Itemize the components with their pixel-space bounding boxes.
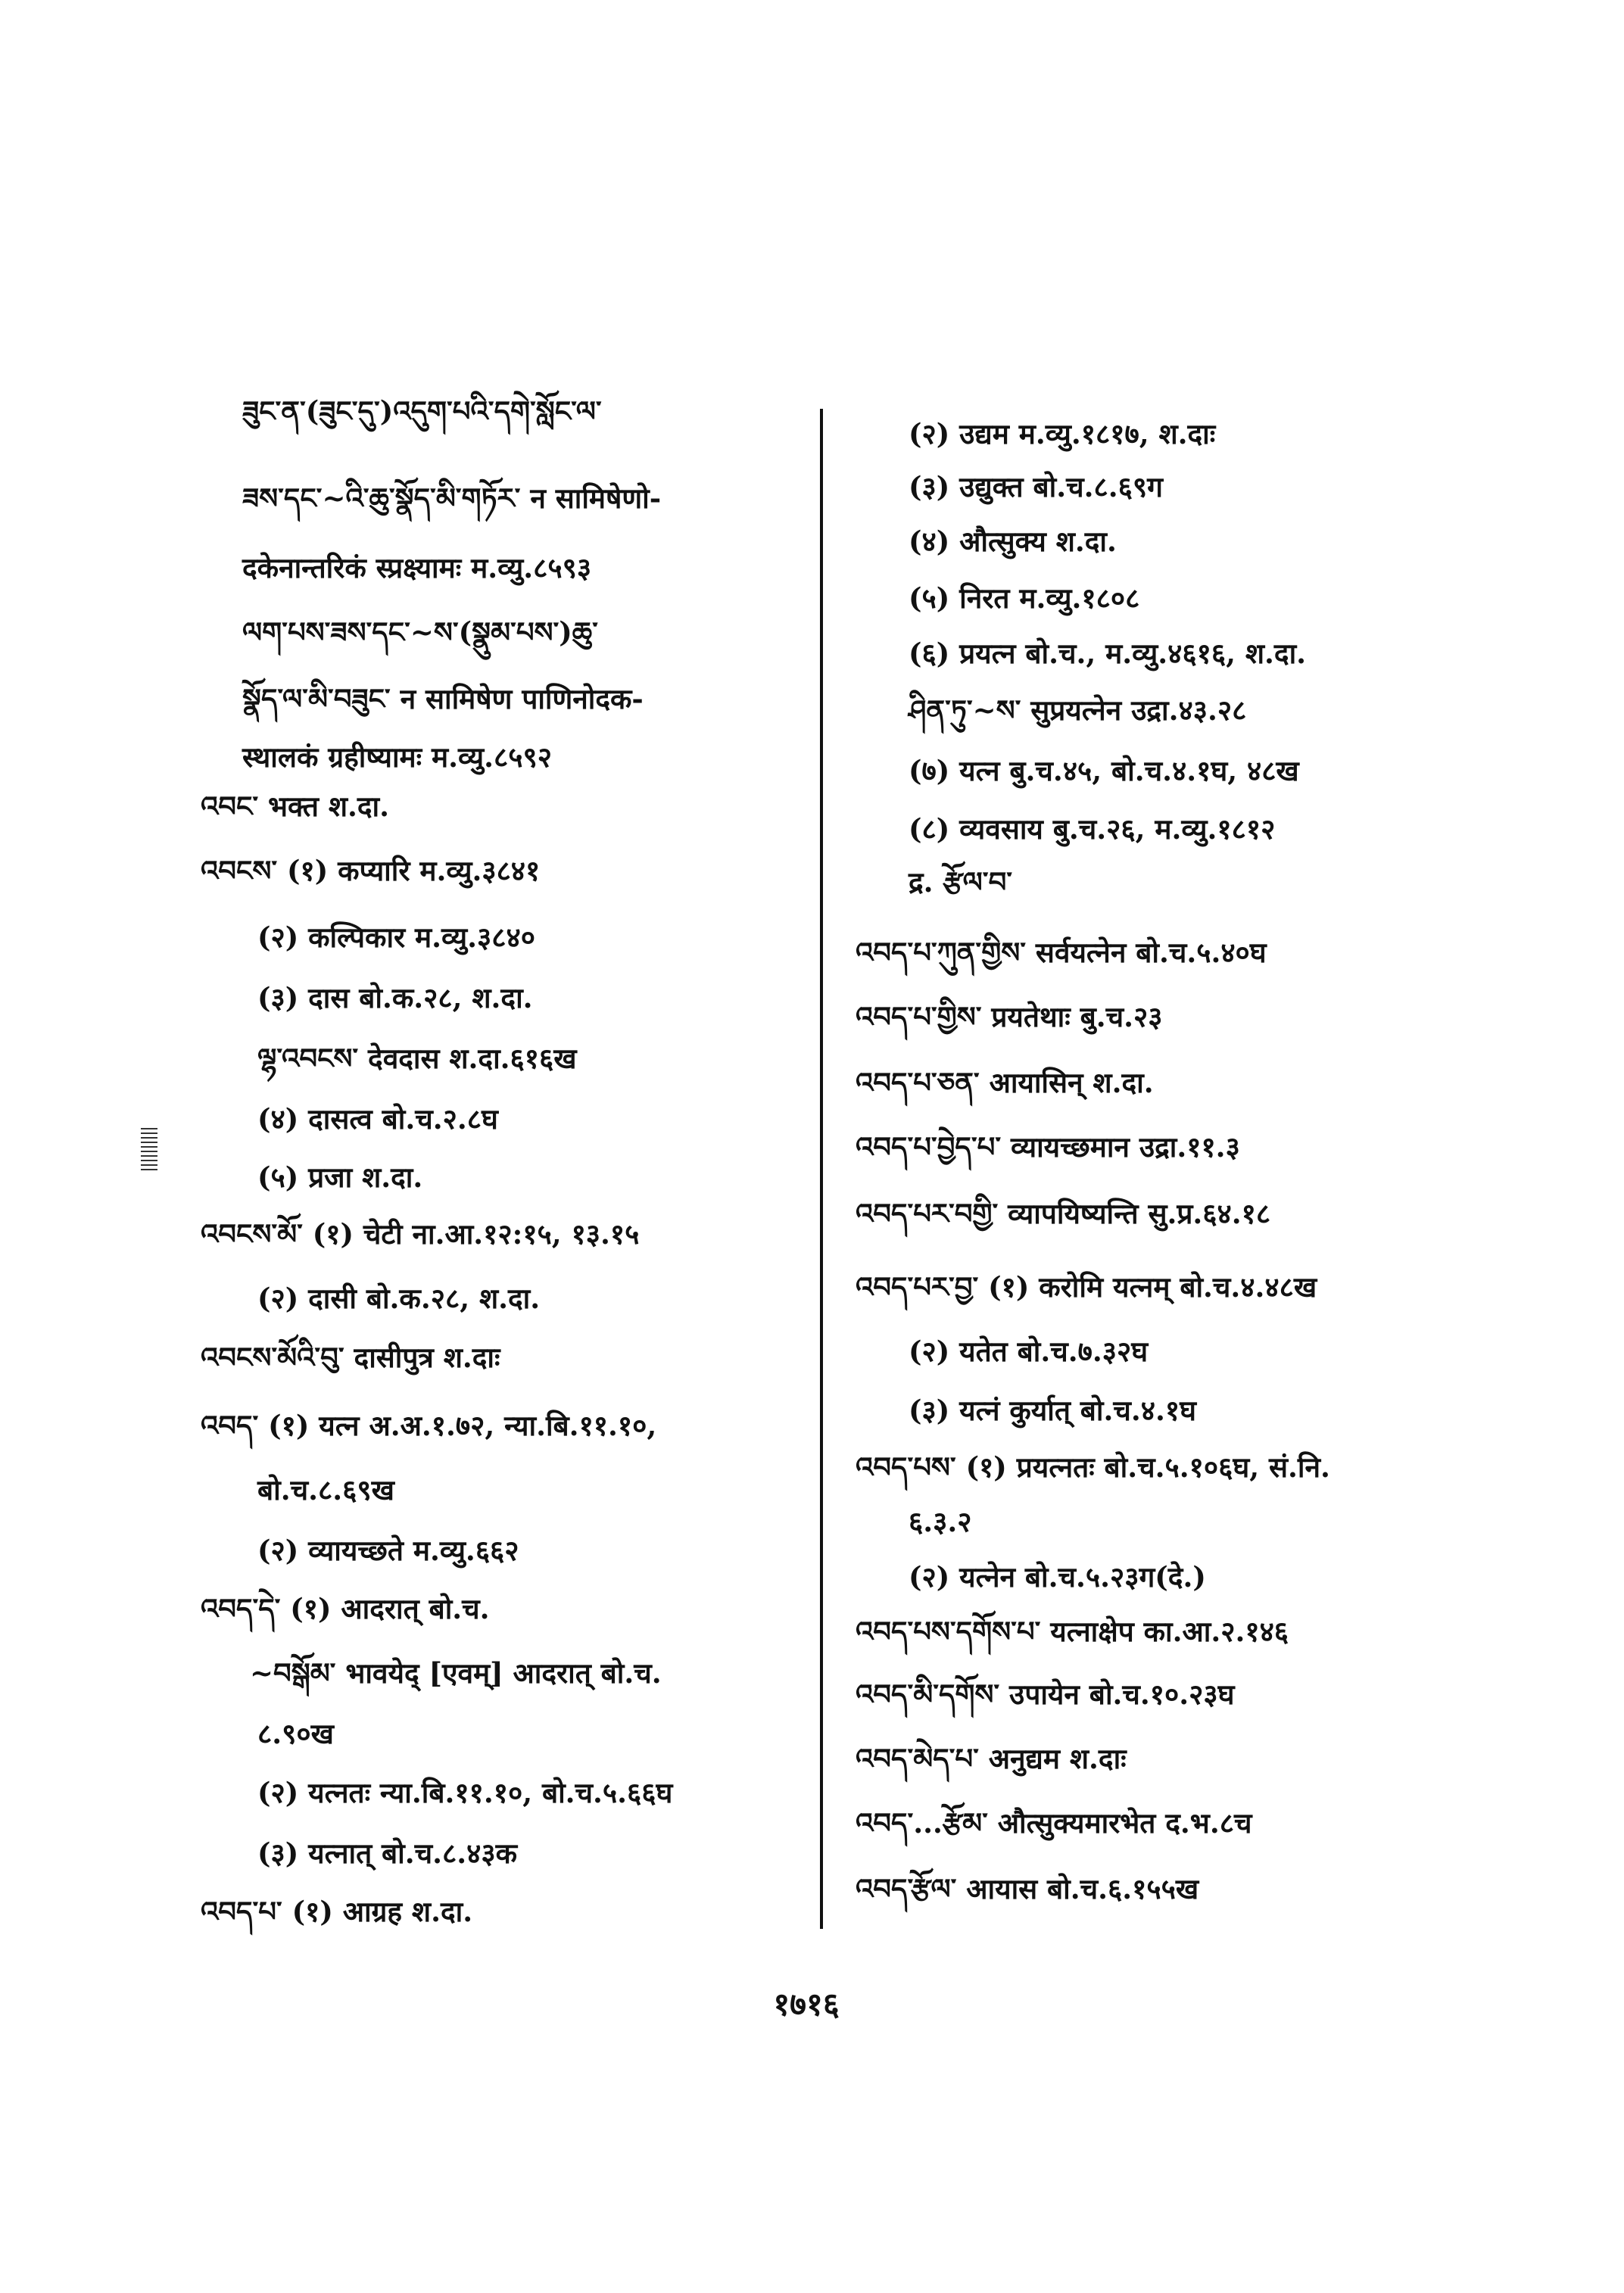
entry-line: (४) दासत्व बो.च.२.८घ: [257, 1102, 498, 1136]
entry-line: འབང་ भक्त श.दा.: [201, 790, 389, 823]
page-number: १७१६: [773, 1986, 840, 2023]
entry-line: (७) यत्न बु.च.४५, बो.च.४.१घ, ४८ख: [909, 754, 1299, 787]
entry-line: (२) कल्पिकार म.व्यु.३८४०: [257, 921, 535, 954]
entry-line: ८.९०ख: [257, 1717, 334, 1750]
entry-line: दकेनान्तरिकं स्प्रक्ष्यामः म.व्यु.८५९३: [242, 551, 592, 584]
entry-line: (२) यत्नतः न्या.बि.११.१०, बो.च.५.६६घ: [257, 1776, 673, 1809]
entry-line: འབད་པ་གྱིས་ प्रयतेथाः बु.च.२३: [856, 1000, 1163, 1033]
entry-line: ལག་པས་ཟས་དང་~ས་(སྣུམ་པས་)ཆུ་: [242, 615, 598, 649]
entry-line: འབད་དེ་ (१) आदरात् बो.च.: [201, 1592, 490, 1625]
entry-line: འབད་པར་བགྱི་ व्यापयिष्यन्ति सु.प्र.६४.१८: [856, 1197, 1271, 1230]
entry-line: འབད་པ་ (१) आग्रह श.दा.: [201, 1895, 473, 1928]
column-divider: [820, 409, 823, 1929]
entry-line: འབད་པ་བྱེད་པ་ व्यायच्छमान उद्रा.११.३: [856, 1130, 1240, 1164]
entry-line: འབད་པས་ (१) प्रयत्नतः बो.च.५.१०६घ, सं.नि.: [856, 1450, 1330, 1484]
entry-line: ~བསྒོམ་ भावयेद् [एवम्] आदरात् बो.च.: [250, 1656, 662, 1690]
entry-line: (२) उद्यम म.व्यु.१८१७, श.दाः: [909, 417, 1216, 450]
entry-line: འབངས་མོ་ (१) चेटी ना.आ.१२:१५, १३.१५: [201, 1217, 640, 1251]
entry-line: (२) यतेत बो.च.७.३२घ: [909, 1335, 1149, 1368]
entry-line: ཟས་དང་~འི་ཆུ་སྣོད་མི་གཏོར་ न सामिषेणो-: [242, 481, 662, 515]
entry-line: འབད་པར་བྱ་ (१) करोमि यत्नम् बो.च.४.४८ख: [856, 1270, 1317, 1304]
entry-line: སྣོད་ལ་མི་བཟུང་ न सामिषेण पाणिनोदक-: [242, 682, 644, 715]
entry-line: (३) उद्युक्त बो.च.८.६९ग: [909, 470, 1163, 503]
entry-line: (८) व्यवसाय बु.च.२६, म.व्यु.१८१२: [909, 812, 1276, 846]
entry-line: (२) दासी बो.क.२८, श.दा.: [257, 1282, 541, 1315]
entry-line: (२) व्यायच्छते म.व्यु.६६२: [257, 1534, 519, 1567]
entry-line: (४) औत्सुक्य श.दा.: [909, 525, 1117, 558]
entry-line: (२) यत्नेन बो.च.५.२३ग(दे.): [909, 1560, 1206, 1594]
entry-line: ཤིན་ཏུ་~ས་ सुप्रयत्नेन उद्रा.४३.२८: [909, 693, 1247, 727]
entry-line: འབད་...རྩོམ་ औत्सुक्यमारभेत द.भ.८च: [856, 1806, 1252, 1840]
entry-line: འབད་པ་ཅན་ आयासिन् श.दा.: [856, 1066, 1154, 1099]
entry-line: འབད་ (१) यत्न अ.अ.१.७२, न्या.बि.११.१०,: [201, 1409, 657, 1442]
entry-line: स्थालकं ग्रहीष्यामः म.व्यु.८५९२: [242, 740, 552, 774]
entry-line: འབངས་ (१) कप्यारि म.व्यु.३८४१: [201, 854, 541, 887]
entry-line: འབངས་མོའི་བུ་ दासीपुत्र श.दाः: [201, 1341, 500, 1374]
entry-line: द्र. རྩོལ་བ་: [909, 865, 1013, 899]
entry-line: (३) दास बो.क.२८, श.दा.: [257, 981, 533, 1014]
entry-line: འབད་པ་ཀུན་གྱིས་ सर्वयत्नेन बो.च.५.४०घ: [856, 936, 1267, 969]
entry-line: ६.३.२: [909, 1505, 972, 1538]
entry-line: འབད་མེད་པ་ अनुद्यम श.दाः: [856, 1742, 1127, 1775]
entry-line: ལྷ་འབངས་ देवदास श.दा.६१६ख: [257, 1042, 577, 1075]
entry-line: འབད་མི་དགོས་ उपायेन बो.च.१०.२३घ: [856, 1678, 1235, 1711]
entry-line: འབད་རྩོལ་ आयास बो.च.६.१५५ख: [856, 1872, 1199, 1905]
entry-line: (६) प्रयत्न बो.च., म.व्यु.४६१६, श.दा.: [909, 637, 1307, 670]
entry-line: बो.च.८.६९ख: [257, 1473, 394, 1506]
entry-line: (५) प्रजा श.दा.: [257, 1161, 423, 1194]
margin-mark: [141, 1128, 157, 1173]
entry-line: (३) यत्नात् बो.च.८.४३क: [257, 1837, 518, 1870]
entry-line: (३) यत्नं कुर्यात् बो.च.४.१घ: [909, 1394, 1196, 1427]
entry-line: ཟུང་ན་(ཟུང་དུ་)འདུག་པའི་དགེ་སློང་ལ་: [242, 394, 602, 428]
entry-line: འབད་པས་དགོས་པ་ यत्नाक्षेप का.आ.२.१४६: [856, 1615, 1289, 1648]
entry-line: (५) निरत म.व्यु.१८०८: [909, 581, 1140, 615]
